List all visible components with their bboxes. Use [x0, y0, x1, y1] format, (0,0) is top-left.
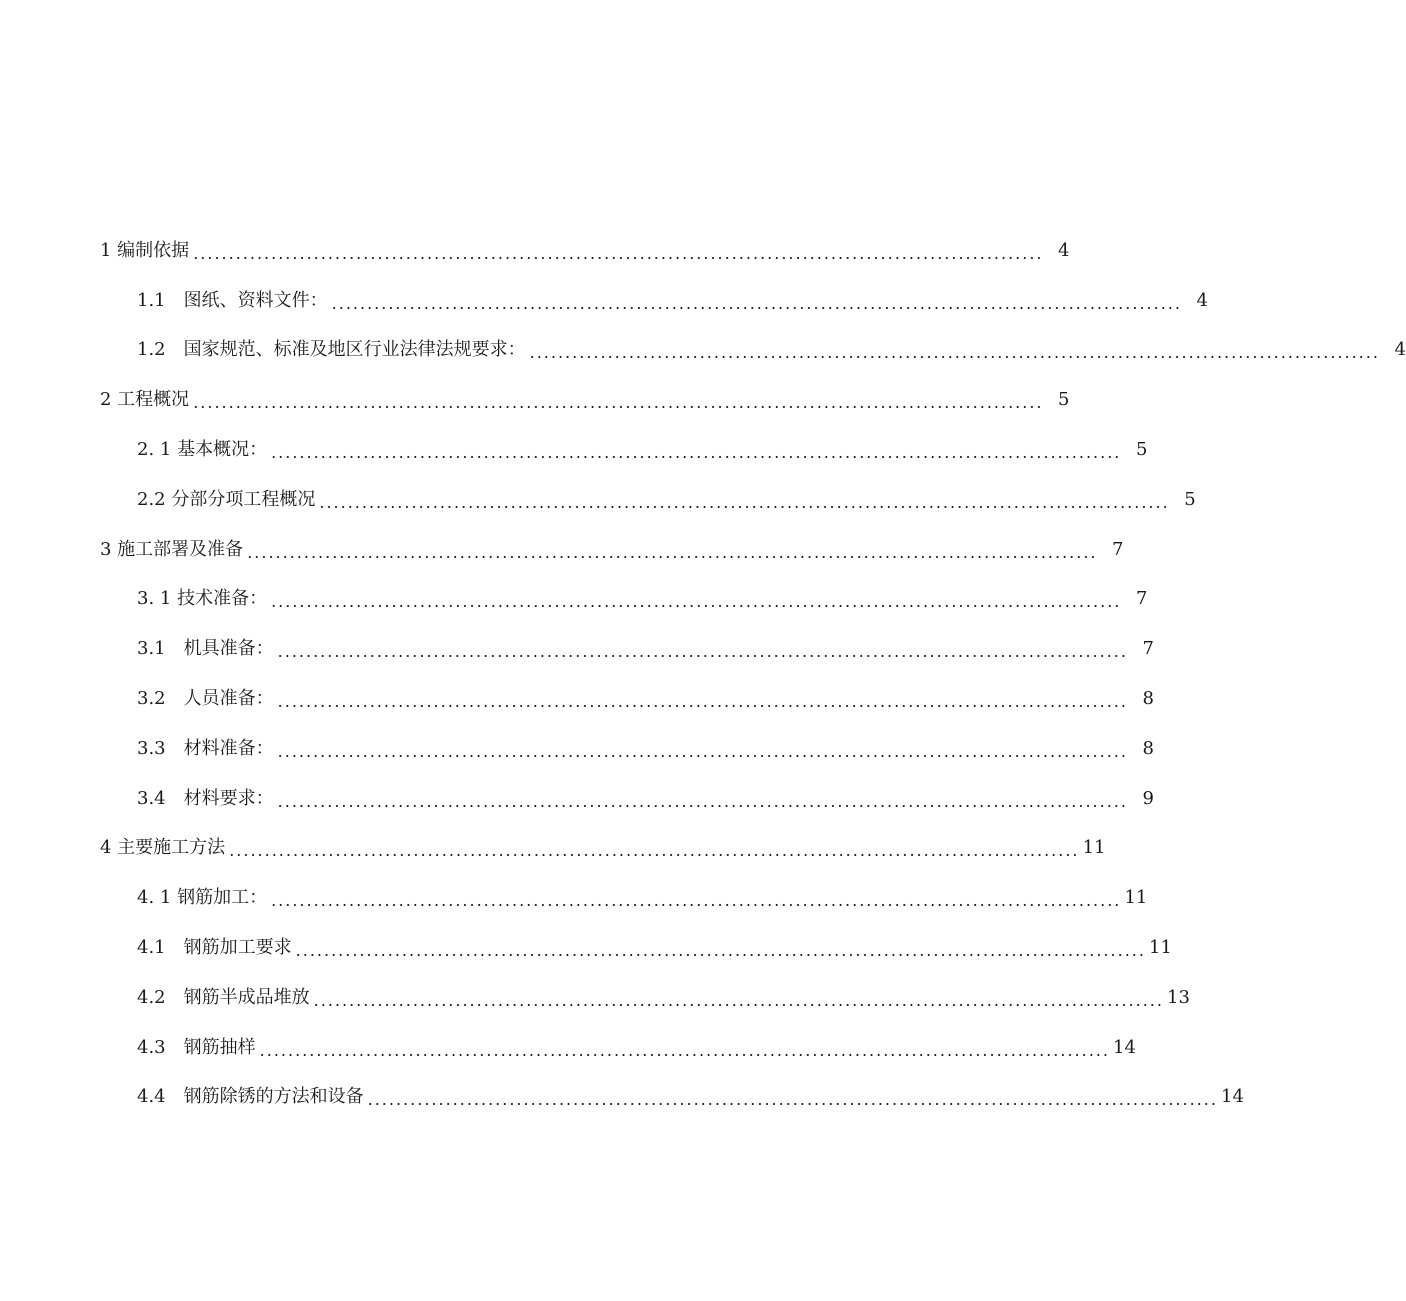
- toc-entry[interactable]: [0, 674, 1154, 724]
- toc-entry[interactable]: [0, 425, 1148, 475]
- toc-entry[interactable]: [0, 326, 1406, 376]
- toc-entry-label: 4.4 钢筋除锈的方法和设备: [137, 1086, 364, 1108]
- toc-dot-leader: ........................................................................................................................: [319, 492, 1170, 512]
- toc-dot-leader: ........................................................................................................................: [271, 592, 1122, 612]
- toc-entry[interactable]: [0, 1073, 1244, 1123]
- toc-entry[interactable]: [0, 724, 1154, 774]
- toc-dot-leader: ........................................................................................................................: [331, 293, 1182, 313]
- toc-page-number: 4: [1394, 339, 1406, 361]
- toc-page-number: 5: [1184, 488, 1196, 510]
- toc-entry-label: 3.3 材料准备：: [137, 737, 274, 759]
- toc-entry-label: 2.2 分部分项工程概况: [137, 488, 316, 510]
- toc-page-number: 7: [1135, 588, 1148, 610]
- toc-dot-leader: ........................................................................................................................: [277, 791, 1128, 811]
- toc-dot-leader: ........................................................................................................................: [313, 990, 1164, 1010]
- toc-entry[interactable]: [0, 824, 1106, 874]
- toc-page-number: 8: [1142, 688, 1154, 710]
- toc-entry[interactable]: [0, 575, 1148, 625]
- toc-page-number: 11: [1149, 937, 1172, 959]
- toc-entry[interactable]: [0, 525, 1124, 575]
- toc-entry[interactable]: [0, 973, 1190, 1023]
- toc-dot-leader: ........................................................................................................................: [367, 1090, 1218, 1110]
- toc-page-number: 5: [1135, 439, 1148, 461]
- toc-dot-leader: ........................................................................................................................: [247, 542, 1098, 562]
- table-of-contents: [0, 226, 1406, 1122]
- toc-dot-leader: ........................................................................................................................: [277, 692, 1128, 712]
- toc-entry-label: 4.2 钢筋半成品堆放: [137, 986, 310, 1008]
- toc-entry[interactable]: [0, 276, 1208, 326]
- toc-dot-leader: ........................................................................................................................: [529, 343, 1380, 363]
- toc-entry-label: 2. 1 基本概况：: [137, 439, 268, 461]
- toc-page-number: 8: [1142, 737, 1154, 759]
- toc-entry[interactable]: [0, 873, 1148, 923]
- toc-dot-leader: ........................................................................................................................: [271, 443, 1122, 463]
- toc-entry[interactable]: [0, 923, 1172, 973]
- toc-page-number: 9: [1142, 787, 1154, 809]
- toc-dot-leader: ........................................................................................................................: [259, 1040, 1110, 1060]
- toc-entry-label: 4.3 钢筋抽样: [137, 1036, 256, 1058]
- toc-entry-label: 3 施工部署及准备: [100, 538, 244, 560]
- toc-entry[interactable]: [0, 774, 1154, 824]
- toc-entry[interactable]: [0, 1023, 1136, 1073]
- toc-page-number: 5: [1058, 389, 1070, 411]
- toc-dot-leader: ........................................................................................................................: [277, 741, 1128, 761]
- toc-entry-label: 1.1 图纸、资料文件：: [137, 289, 328, 311]
- toc-page-number: 11: [1124, 887, 1148, 909]
- toc-page-number: 4: [1196, 289, 1208, 311]
- toc-dot-leader: ........................................................................................................................: [271, 891, 1122, 911]
- toc-dot-leader: ........................................................................................................................: [229, 841, 1080, 861]
- toc-dot-leader: ........................................................................................................................: [277, 642, 1128, 662]
- toc-dot-leader: ........................................................................................................................: [193, 243, 1044, 263]
- toc-page-number: 7: [1112, 538, 1124, 560]
- toc-entry-label: 1 编制依据: [100, 239, 190, 261]
- toc-entry-label: 3. 1 技术准备：: [137, 588, 268, 610]
- toc-page-number: 4: [1058, 239, 1070, 261]
- toc-entry-label: 4.1 钢筋加工要求: [137, 937, 292, 959]
- toc-entry[interactable]: [0, 624, 1154, 674]
- toc-page-number: 13: [1167, 986, 1190, 1008]
- toc-page-number: 14: [1113, 1036, 1136, 1058]
- toc-entry-label: 3.2 人员准备：: [137, 688, 274, 710]
- toc-entry-label: 4 主要施工方法: [100, 837, 226, 859]
- toc-entry[interactable]: [0, 475, 1196, 525]
- toc-entry-label: 3.1 机具准备：: [137, 638, 274, 660]
- toc-entry-label: 4. 1 钢筋加工：: [137, 887, 268, 909]
- toc-page-number: 7: [1142, 638, 1154, 660]
- toc-dot-leader: ........................................................................................................................: [295, 941, 1146, 961]
- toc-entry[interactable]: [0, 375, 1070, 425]
- toc-page-number: 14: [1221, 1086, 1244, 1108]
- toc-entry-label: 2 工程概况: [100, 389, 190, 411]
- toc-entry-label: 1.2 国家规范、标准及地区行业法律法规要求：: [137, 339, 526, 361]
- toc-dot-leader: ........................................................................................................................: [193, 393, 1044, 413]
- toc-entry-label: 3.4 材料要求：: [137, 787, 274, 809]
- toc-entry[interactable]: [0, 226, 1070, 276]
- toc-page-number: 11: [1082, 837, 1106, 859]
